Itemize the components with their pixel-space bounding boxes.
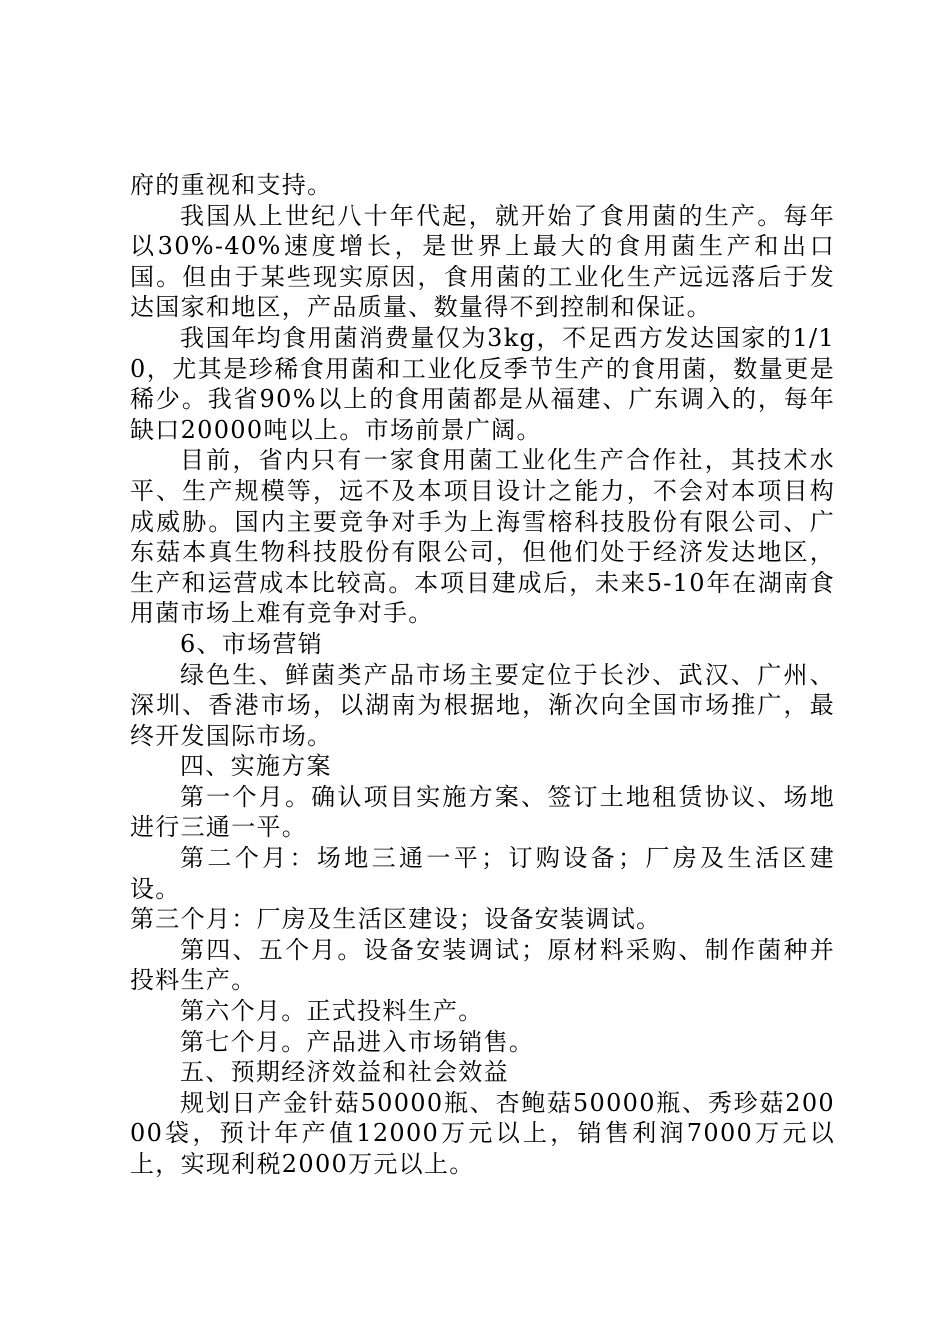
section-heading-plan: 四、实施方案 bbox=[180, 752, 332, 781]
paragraph-3: 我国年均食用菌消费量仅为3kg，不足西方发达国家的1/10，尤其是珍稀食用菌和工业化反季节生产的食用菌，数量更是稀少。我省90%以上的食用菌都是从福建、广东调入的，每年缺口20000吨以上。市场前景广阔。 bbox=[130, 323, 835, 444]
paragraph-2: 我国从上世纪八十年代起，就开始了食用菌的生产。每年以30%-40%速度增长，是世界上最大的食用菌生产和出口国。但由于某些现实原因，食用菌的工业化生产远远落后于发达国家和地区，产品质量、数量得不到控制和保证。 bbox=[130, 201, 835, 322]
plan-month-1: 第一个月。确认项目实施方案、签订土地租赁协议、场地进行三通一平。 bbox=[130, 782, 835, 842]
section-heading-benefits: 五、预期经济效益和社会效益 bbox=[180, 1058, 509, 1087]
paragraph-4: 目前，省内只有一家食用菌工业化生产合作社，其技术水平、生产规模等，远不及本项目设计之能力，不会对本项目构成威胁。国内主要竞争对手为上海雪榕科技股份有限公司、广东菇本真生物科技股份有限公司，但他们处于经济发达地区，生产和运营成本比较高。本项目建成后，未来5-10年在湖南食用菌市场上难有竞争对手。 bbox=[130, 446, 835, 628]
paragraph-benefits: 规划日产金针菇50000瓶、杏鲍菇50000瓶、秀珍菇20000袋，预计年产值12000万元以上，销售利润7000万元以上，实现利税2000万元以上。 bbox=[130, 1088, 835, 1178]
section-heading-market: 6、市场营销 bbox=[180, 629, 324, 658]
plan-month-3: 第三个月：厂房及生活区建设；设备安装调试。 bbox=[130, 905, 662, 934]
plan-month-4-5: 第四、五个月。设备安装调试；原材料采购、制作菌种并投料生产。 bbox=[130, 935, 835, 995]
paragraph-5: 绿色生、鲜菌类产品市场主要定位于长沙、武汉、广州、深圳、香港市场，以湖南为根据地，渐次向全国市场推广，最终开发国际市场。 bbox=[130, 660, 835, 750]
document-body bbox=[130, 170, 835, 1180]
paragraph-1: 府的重视和支持。 bbox=[130, 171, 333, 199]
plan-month-6: 第六个月。正式投料生产。 bbox=[180, 997, 484, 1026]
plan-month-2: 第二个月：场地三通一平；订购设备；厂房及生活区建设。 bbox=[130, 844, 835, 903]
plan-month-7: 第七个月。产品进入市场销售。 bbox=[180, 1027, 535, 1056]
